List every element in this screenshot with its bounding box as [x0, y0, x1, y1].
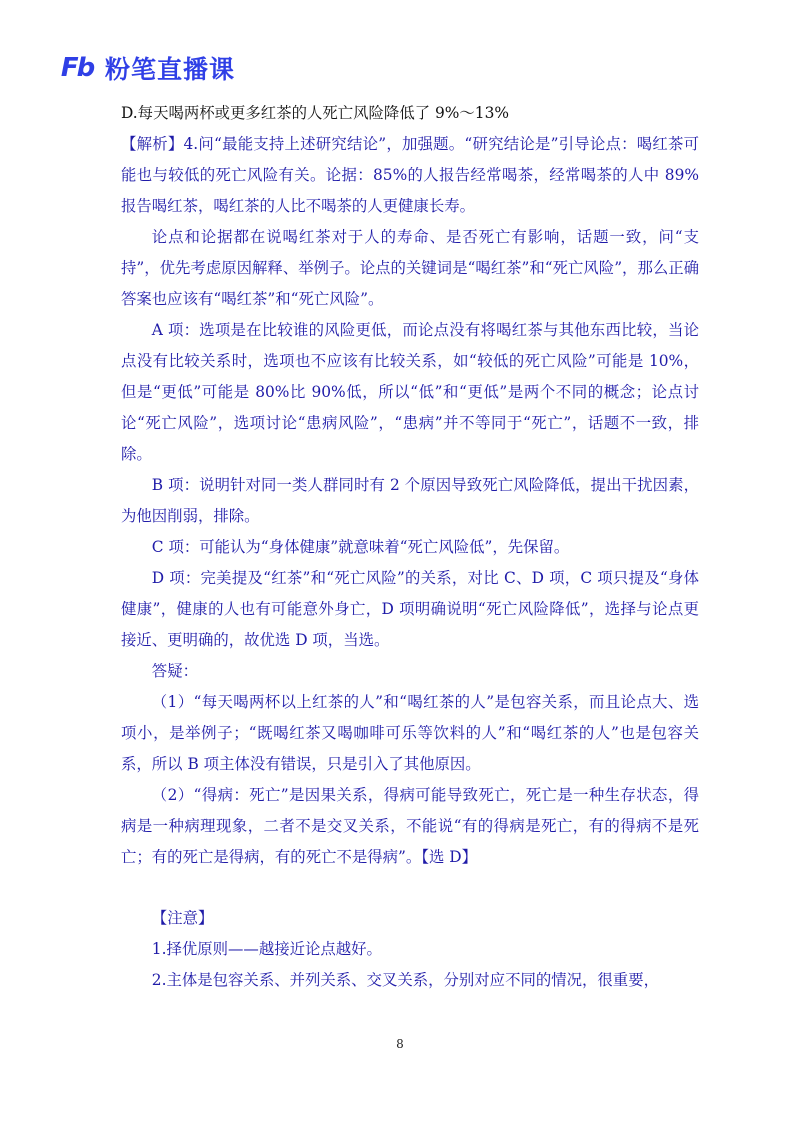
- page-number: 8: [396, 1037, 404, 1051]
- analysis-option-b: B 项：说明针对同一类人群同时有 2 个原因导致死亡风险降低，提出干扰因素，为他因削弱，排除。: [121, 476, 699, 525]
- document-body: [121, 98, 699, 996]
- brand-name: 粉笔直播课: [105, 55, 236, 84]
- analysis-paragraph: 论点和论据都在说喝红茶对于人的寿命、是否死亡有影响，话题一致，问“支持”，优先考虑原因解释、举例子。论点的关键词是“喝红茶”和“死亡风险”，那么正确答案也应该有“喝红茶”和“死亡风险”。: [121, 228, 700, 308]
- analysis-option-a: A 项：选项是在比较谁的风险更低，而论点没有将喝红茶与其他东西比较，当论点没有比较关系时，选项也不应该有比较关系，如“较低的死亡风险”可能是 10%，但是“更低”可能是 80%比 90%低，所以“低”和“更低”是两个不同的概念；论点讨论“死亡风险”，选项讨论“患病风险”，“患病”并不等同于“死亡”，话题不一致，排除。: [121, 321, 699, 463]
- qa-item-2: （2）“得病：死亡”是因果关系，得病可能导致死亡，死亡是一种生存状态，得病是一种病理现象，二者不是交叉关系，不能说“有的得病是死亡，有的得病不是死亡；有的死亡是得病，有的死亡不是得病”。【选 D】: [121, 786, 699, 866]
- section-gap: [121, 873, 699, 903]
- qa-item-1: （1）“每天喝两杯以上红茶的人”和“喝红茶的人”是包容关系，而且论点大、选项小，是举例子；“既喝红茶又喝咖啡可乐等饮料的人”和“喝红茶的人”也是包容关系，所以 B 项主体没有错误，只是引入了其他原因。: [121, 693, 699, 773]
- fb-logo-icon: Fb: [60, 53, 94, 83]
- note-item-2: 2.主体是包容关系、并列关系、交叉关系，分别对应不同的情况，很重要，: [151, 971, 659, 989]
- analysis-intro: 【解析】4.问“最能支持上述研究结论”，加强题。“研究结论是”引导论点：喝红茶可能也与较低的死亡风险有关。论据：85%的人报告经常喝茶，经常喝茶的人中 89%报告喝红茶，喝红茶的人比不喝茶的人更健康长寿。: [121, 135, 699, 215]
- note-item-1: 1.择优原则——越接近论点越好。: [151, 940, 382, 958]
- notes-heading: 【注意】: [151, 909, 214, 927]
- analysis-option-c: C 项：可能认为“身体健康”就意味着“死亡风险低”，先保留。: [151, 538, 570, 556]
- option-d-text: D.每天喝两杯或更多红茶的人死亡风险降低了 9%～13%: [121, 104, 510, 122]
- brand-logo: [55, 50, 235, 86]
- qa-heading: 答疑：: [151, 662, 198, 680]
- analysis-option-d: D 项：完美提及“红茶”和“死亡风险”的关系，对比 C、D 项，C 项只提及“身体健康”，健康的人也有可能意外身亡，D 项明确说明“死亡风险降低”，选择与论点更接近、更明确的，故优选 D 项，当选。: [121, 569, 699, 649]
